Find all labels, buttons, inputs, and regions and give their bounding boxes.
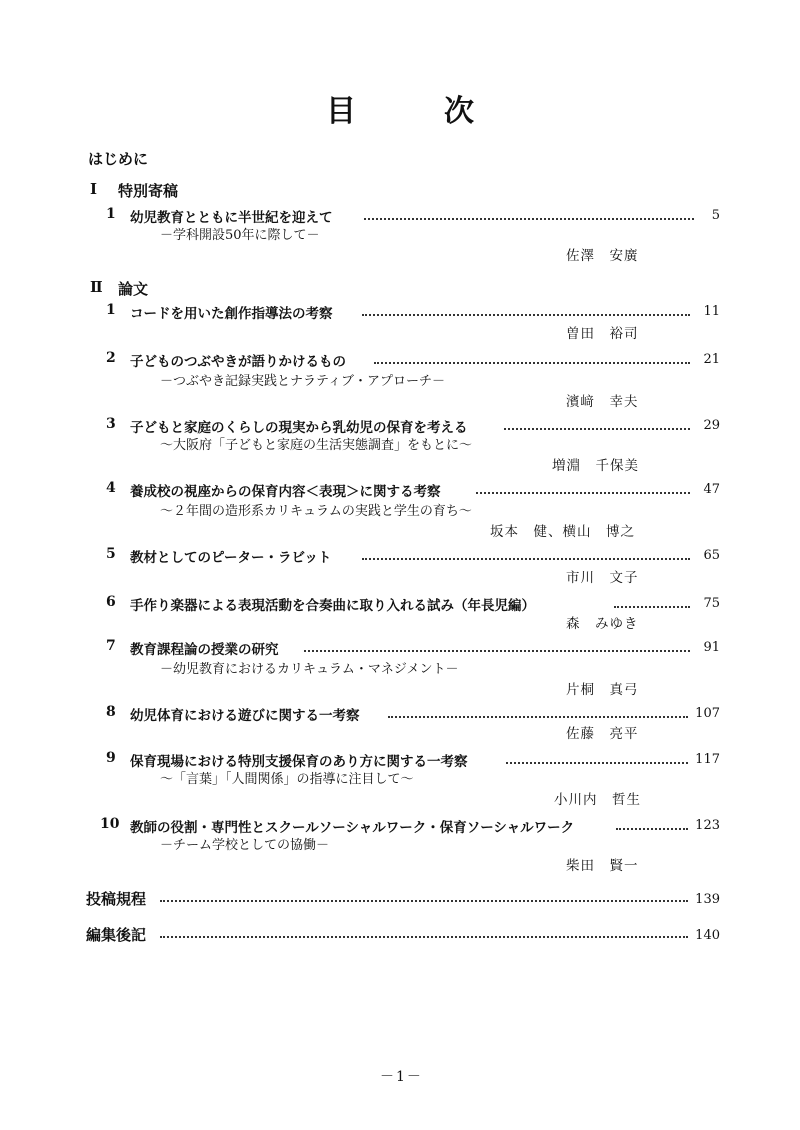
dot-leader xyxy=(364,218,694,220)
entry-author: 小川内 哲生 xyxy=(554,792,641,808)
entry-subtitle: ～「言葉」「人間関係」の指導に注目して～ xyxy=(160,772,414,787)
entry-number: 6 xyxy=(106,594,116,610)
entry-number: 5 xyxy=(106,546,116,562)
entry-title: コードを用いた創作指導法の考察 xyxy=(130,306,333,322)
back-matter-label: 編集後記 xyxy=(86,926,147,944)
dot-leader xyxy=(362,314,690,316)
entry-title: 幼児教育とともに半世紀を迎えて xyxy=(130,210,333,226)
entry-subtitle: ～２年間の造形系カリキュラムの実践と学生の育ち～ xyxy=(160,504,472,519)
entry-number: 7 xyxy=(106,638,116,654)
entry-author: 坂本 健、横山 博之 xyxy=(490,524,635,540)
entry-title: 養成校の視座からの保育内容＜表現＞に関する考察 xyxy=(130,484,441,500)
entry-author: 濱﨑 幸夫 xyxy=(566,394,639,410)
entry-number: 9 xyxy=(106,750,116,766)
section-1-numeral: Ⅰ xyxy=(90,180,98,198)
entry-number: 1 xyxy=(106,302,116,318)
page-number: 75 xyxy=(703,596,720,611)
page-number: 21 xyxy=(703,352,720,367)
page-number: 47 xyxy=(703,482,720,497)
page-number: 107 xyxy=(695,706,720,721)
entry-title: 子どもと家庭のくらしの現実から乳幼児の保育を考える xyxy=(130,420,468,436)
section-2-heading: 論文 xyxy=(118,280,149,298)
entry-title: 保育現場における特別支援保育のあり方に関する一考察 xyxy=(130,754,468,770)
back-matter-label: 投稿規程 xyxy=(86,890,147,908)
entry-title: 教師の役割・専門性とスクールソーシャルワーク・保育ソーシャルワーク xyxy=(130,820,575,836)
dot-leader xyxy=(160,936,688,938)
page-number: 65 xyxy=(703,548,720,563)
entry-author: 曽田 裕司 xyxy=(566,326,639,342)
dot-leader xyxy=(388,716,688,718)
entry-subtitle: －幼児教育におけるカリキュラム・マネジメント－ xyxy=(160,662,459,677)
entry-author: 片桐 真弓 xyxy=(566,682,639,698)
entry-author: 佐澤 安廣 xyxy=(566,248,639,264)
entry-number: 1 xyxy=(106,206,116,222)
title-left: 目 xyxy=(326,94,356,129)
entry-title: 教材としてのピーター・ラビット xyxy=(130,550,332,566)
entry-title: 子どものつぶやきが語りかけるもの xyxy=(130,354,346,370)
dot-leader xyxy=(504,428,690,430)
entry-author: 増淵 千保美 xyxy=(552,458,639,474)
page-number: 139 xyxy=(695,892,720,907)
dot-leader xyxy=(374,362,690,364)
footer-page-number: －1－ xyxy=(380,1069,423,1085)
section-2-numeral: Ⅱ xyxy=(90,278,103,296)
page-number: 123 xyxy=(695,818,720,833)
entry-author: 柴田 賢一 xyxy=(566,858,639,874)
page-number: 117 xyxy=(695,752,720,767)
entry-author: 佐藤 亮平 xyxy=(566,726,639,742)
page-number: 5 xyxy=(711,208,720,223)
page-number: 11 xyxy=(703,304,720,319)
entry-number: 2 xyxy=(106,350,116,366)
intro-heading: はじめに xyxy=(88,150,149,168)
page-number: 140 xyxy=(695,928,720,943)
dot-leader xyxy=(304,650,690,652)
entry-number: 4 xyxy=(106,480,116,496)
entry-title: 幼児体育における遊びに関する一考察 xyxy=(130,708,360,724)
entry-number: 8 xyxy=(106,704,116,720)
entry-subtitle: －学科開設50年に際して－ xyxy=(160,228,320,243)
entry-number: 3 xyxy=(106,416,116,432)
dot-leader xyxy=(616,828,688,830)
title-right: 次 xyxy=(444,94,474,129)
entry-author: 森 みゆき xyxy=(566,616,639,632)
entry-title: 手作り楽器による表現活動を合奏曲に取り入れる試み（年長児編） xyxy=(130,598,535,614)
page-number: 91 xyxy=(703,640,720,655)
dot-leader xyxy=(160,900,688,902)
entry-subtitle: －つぶやき記録実践とナラティブ・アプローチ－ xyxy=(160,374,445,389)
entry-title: 教育課程論の授業の研究 xyxy=(130,642,279,658)
dot-leader xyxy=(362,558,690,560)
section-1-heading: 特別寄稿 xyxy=(118,182,179,200)
entry-author: 市川 文子 xyxy=(566,570,639,586)
dot-leader xyxy=(614,606,690,608)
entry-number: 10 xyxy=(100,816,120,832)
entry-subtitle: －チーム学校としての協働－ xyxy=(160,838,330,853)
entry-subtitle: ～大阪府「子どもと家庭の生活実態調査」をもとに～ xyxy=(160,438,473,453)
dot-leader xyxy=(476,492,690,494)
page-number: 29 xyxy=(703,418,720,433)
dot-leader xyxy=(506,762,688,764)
